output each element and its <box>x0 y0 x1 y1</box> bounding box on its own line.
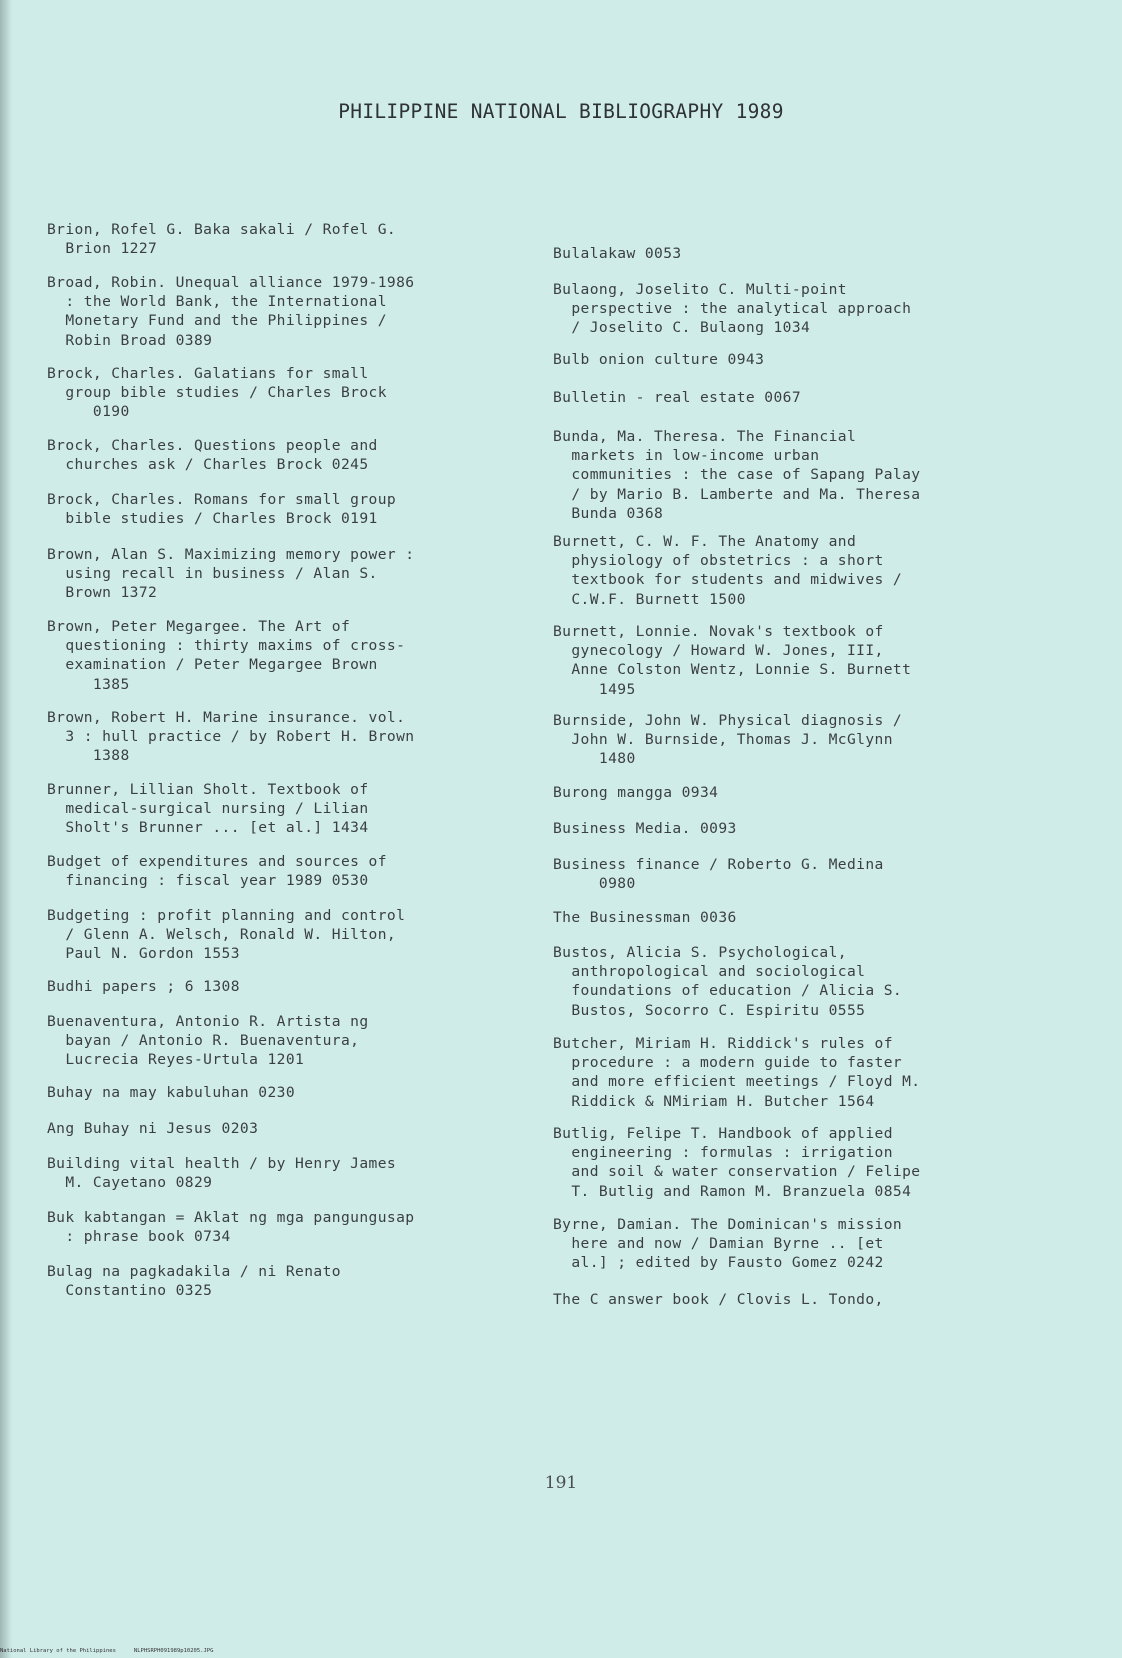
bibliography-entry: Brock, Charles. Romans for small group bible studies / Charles Brock 0191 <box>47 491 397 528</box>
scan-footer <box>0 1648 231 1654</box>
bibliography-entry: Broad, Robin. Unequal alliance 1979-1986 : the World Bank, the International Monetary Fund and the Philippines / Robin Broad 0389 <box>47 274 415 349</box>
bibliography-entry: Buenaventura, Antonio R. Artista ng bayan / Antonio R. Buenaventura, Lucrecia Reyes-Urtula 1201 <box>47 1013 369 1069</box>
bibliography-entry: Buhay na may kabuluhan 0230 <box>47 1084 296 1101</box>
bibliography-entry: Buk kabtangan = Aklat ng mga pangungusap : phrase book 0734 <box>47 1209 415 1246</box>
bibliography-entry: Brunner, Lillian Sholt. Textbook of medical-surgical nursing / Lilian Sholt's Brunner ... [et al.] 1434 <box>47 781 369 837</box>
bibliography-entry: Bunda, Ma. Theresa. The Financial markets in low-income urban communities : the case of Sapang Palay / by Mario B. Lamberte and Ma. Theresa Bunda 0368 <box>553 428 921 522</box>
footer-library: National Library of the Philippines <box>0 1648 116 1654</box>
bibliography-entry: Brock, Charles. Questions people and churches ask / Charles Brock 0245 <box>47 437 378 474</box>
bibliography-entry: Brock, Charles. Galatians for small group bible studies / Charles Brock 0190 <box>47 365 387 421</box>
bibliography-entry: Burnett, C. W. F. The Anatomy and physiology of obstetrics : a short textbook for students and midwives / C.W.F. Burnett 1500 <box>553 533 903 608</box>
bibliography-entry: Budhi papers ; 6 1308 <box>47 978 240 995</box>
bibliography-entry: Bulag na pagkadakila / ni Renato Constantino 0325 <box>47 1263 341 1300</box>
bibliography-entry: Bustos, Alicia S. Psychological, anthropological and sociological foundations of education / Alicia S. Bustos, Socorro C. Espiritu 0555 <box>553 944 903 1019</box>
footer-file: NLPHSRPH091989p10205.JPG <box>133 1648 214 1654</box>
page-number: 191 <box>544 1473 578 1493</box>
bibliography-entry: Bulaong, Joselito C. Multi-point perspective : the analytical approach / Joselito C. Bulaong 1034 <box>553 281 912 337</box>
bibliography-entry: Burnside, John W. Physical diagnosis / John W. Burnside, Thomas J. McGlynn 1480 <box>553 712 903 768</box>
bibliography-entry: Bulletin - real estate 0067 <box>553 389 802 406</box>
bibliography-entry: Burnett, Lonnie. Novak's textbook of gynecology / Howard W. Jones, III, Anne Colston Wentz, Lonnie S. Burnett 1495 <box>553 623 912 698</box>
bibliography-entry: Business Media. 0093 <box>553 820 737 837</box>
bibliography-entry: Brown, Robert H. Marine insurance. vol. 3 : hull practice / by Robert H. Brown 1388 <box>47 709 415 765</box>
bibliography-entry: The C answer book / Clovis L. Tondo, <box>553 1291 884 1308</box>
bibliography-entry: Brown, Alan S. Maximizing memory power : using recall in business / Alan S. Brown 1372 <box>47 546 415 602</box>
bibliography-entry: Bulb onion culture 0943 <box>553 351 765 368</box>
bibliography-entry: The Businessman 0036 <box>553 909 737 926</box>
bibliography-entry: Budget of expenditures and sources of financing : fiscal year 1989 0530 <box>47 853 387 890</box>
page-title: PHILIPPINE NATIONAL BIBLIOGRAPHY 1989 <box>338 100 784 123</box>
scan-edge-shadow <box>0 0 12 1658</box>
bibliography-entry: Brown, Peter Megargee. The Art of questioning : thirty maxims of cross- examination / Peter Megargee Brown 1385 <box>47 618 406 693</box>
bibliography-entry: Bulalakaw 0053 <box>553 245 682 262</box>
bibliography-entry: Building vital health / by Henry James M. Cayetano 0829 <box>47 1155 397 1192</box>
bibliography-entry: Business finance / Roberto G. Medina 0980 <box>553 856 884 893</box>
bibliography-entry: Ang Buhay ni Jesus 0203 <box>47 1120 259 1137</box>
bibliography-entry: Byrne, Damian. The Dominican's mission here and now / Damian Byrne .. [et al.] ; edited by Fausto Gomez 0242 <box>553 1216 903 1272</box>
bibliography-entry: Burong mangga 0934 <box>553 784 719 801</box>
bibliography-entry: Budgeting : profit planning and control / Glenn A. Welsch, Ronald W. Hilton, Paul N. Gordon 1553 <box>47 907 406 963</box>
bibliography-entry: Butcher, Miriam H. Riddick's rules of procedure : a modern guide to faster and more efficient meetings / Floyd M. Riddick & NMiriam H. Butcher 1564 <box>553 1035 921 1110</box>
bibliography-entry: Butlig, Felipe T. Handbook of applied engineering : formulas : irrigation and soil & water conservation / Felipe T. Butlig and Ramon M. Branzuela 0854 <box>553 1125 921 1200</box>
bibliography-entry: Brion, Rofel G. Baka sakali / Rofel G. Brion 1227 <box>47 221 397 258</box>
